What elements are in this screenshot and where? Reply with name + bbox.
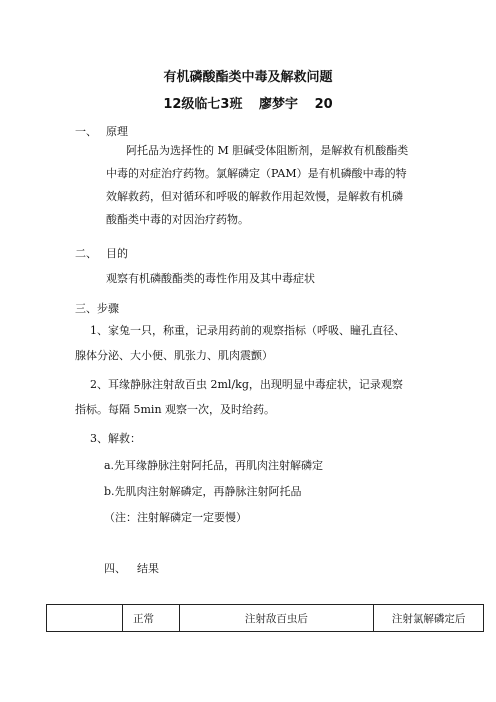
principle-line-2: 中毒的对症治疗药物。氯解磷定（PAM）是有机磷酸中毒的特 — [106, 167, 407, 180]
student-number: 20 — [314, 97, 333, 112]
section-principle-heading: 原理 — [106, 125, 128, 138]
section-results-number: 四、 — [104, 562, 126, 575]
table-header-cell: 正常 — [123, 605, 180, 632]
student-name: 廖梦宇 — [259, 97, 299, 112]
document-subtitle — [0, 93, 496, 112]
step2-line-1: 2、耳缘静脉注射敌百虫 2ml/kg，出现明显中毒症状，记录观察 — [90, 378, 403, 391]
option-a: a.先耳缘静脉注射阿托品，再肌肉注射解磷定 — [104, 459, 324, 472]
option-b: b.先肌肉注射解磷定，再静脉注射阿托品 — [104, 485, 302, 498]
section-purpose-heading: 目的 — [106, 247, 128, 260]
principle-line-3: 效解救药，但对循环和呼吸的解救作用起效慢，是解救有机磷 — [106, 190, 403, 203]
step1-line-1: 1、家兔一只，称重，记录用药前的观察指标（呼吸、瞳孔直径、 — [90, 324, 405, 337]
table-row — [47, 605, 484, 632]
purpose-line: 观察有机磷酸酯类的毒性作用及其中毒症状 — [106, 272, 315, 285]
section-principle-number: 一、 — [75, 125, 97, 138]
table-header-cell: 注射氯解磷定后 — [374, 605, 484, 632]
document-title: 有机磷酸酯类中毒及解救问题 — [163, 70, 333, 85]
principle-line-4: 酸酯类中毒的对因治疗药物。 — [106, 213, 249, 226]
step3-label: 3、解救： — [90, 432, 141, 445]
table-header-cell — [47, 605, 123, 632]
results-table — [46, 604, 484, 632]
section-results-heading: 结果 — [137, 562, 159, 575]
section-purpose-number: 二、 — [75, 247, 97, 260]
step1-line-2: 腺体分泌、大小便、肌张力、肌肉震颤） — [75, 349, 273, 362]
table-header-cell: 注射敌百虫后 — [179, 605, 374, 632]
principle-line-1: 阿托品为选择性的 M 胆碱受体阻断剂，是解救有机酸酯类 — [126, 144, 409, 157]
class-label: 12级临七3班 — [163, 97, 243, 112]
step2-line-2: 指标。每隔 5min 观察一次，及时给药。 — [75, 403, 276, 416]
section-steps-heading: 三、步骤 — [75, 302, 119, 315]
note: （注：注射解磷定一定要慢） — [104, 511, 247, 524]
